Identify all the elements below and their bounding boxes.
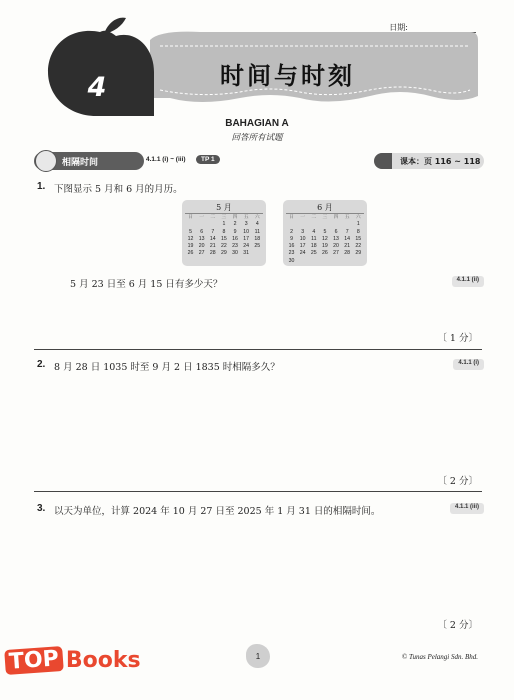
- calendar-day: 29: [221, 250, 227, 257]
- section-title: BAHAGIAN A: [225, 118, 289, 129]
- calendar-week-row: [286, 236, 364, 243]
- calendar-day: 1: [222, 221, 226, 228]
- calendar-weekday: 二: [210, 215, 216, 220]
- calendar-weekday: 四: [333, 215, 339, 220]
- standard-tag: 4.1.1 (i) ~ (iii): [146, 156, 186, 163]
- calendar-june-grid: [286, 213, 364, 265]
- calendar-weekday: 二: [311, 215, 317, 220]
- calendar-day: [331, 258, 342, 265]
- calendar-day: 23: [232, 243, 238, 250]
- calendar-day: 22: [221, 243, 227, 250]
- calendar-day: 5: [323, 228, 327, 235]
- calendar-day: 16: [288, 243, 295, 250]
- calendar-day: 23: [288, 250, 295, 257]
- calendar-day: 3: [301, 228, 305, 235]
- calendar-june: [283, 200, 367, 266]
- watermark-top: TOP: [4, 646, 63, 675]
- textbook-reference: 课本：页 116 ~ 118: [400, 157, 481, 166]
- calendar-day: 14: [209, 235, 216, 242]
- tp-badge: TP 1: [196, 155, 220, 164]
- calendar-week-row: [286, 258, 364, 265]
- calendar-day: 5: [189, 228, 192, 235]
- calendar-day: 21: [344, 243, 351, 250]
- calendar-day: 25: [254, 243, 261, 250]
- calendar-day: 18: [310, 243, 317, 250]
- calendar-day: 24: [299, 250, 306, 257]
- apple-leaf: [104, 18, 126, 34]
- calendar-week-row: [286, 243, 364, 250]
- calendar-day: 30: [232, 250, 238, 257]
- calendar-may: [182, 200, 266, 266]
- calendar-day: 13: [333, 235, 339, 242]
- calendar-day: 31: [243, 250, 250, 257]
- calendar-day: 9: [233, 228, 237, 235]
- calendar-day: 8: [222, 228, 226, 235]
- calendar-day: 24: [243, 243, 250, 250]
- calendar-day: 20: [333, 243, 339, 250]
- topic-bar: [34, 150, 484, 172]
- calendar-day: 28: [344, 250, 351, 257]
- date-label: 日期:: [389, 23, 408, 32]
- calendar-day: 3: [244, 221, 248, 228]
- calendar-day: 13: [198, 235, 205, 242]
- question-3-marks: 〔 2 分〕: [437, 620, 478, 631]
- calendar-day: [207, 221, 218, 228]
- calendar-week-row: [185, 229, 263, 236]
- calendar-day: 16: [232, 235, 238, 242]
- calendar-day: 11: [254, 228, 260, 235]
- divider: [34, 349, 482, 350]
- calendar-day: 20: [198, 243, 205, 250]
- calendar-day: 21: [209, 243, 216, 250]
- calendar-june-title: 6 月: [317, 203, 333, 212]
- calendar-day: 9: [290, 235, 293, 242]
- calendar-day: 22: [355, 243, 362, 250]
- calendar-week-row: [286, 229, 364, 236]
- calendar-day: 7: [345, 228, 349, 235]
- question-2-text: 8 月 28 日 1035 时至 9 月 2 日 1835 时相隔多久？: [54, 362, 280, 373]
- calendar-may-grid: [185, 213, 263, 258]
- calendar-weekday-row: [185, 214, 263, 221]
- chapter-title: 时间与时刻: [220, 62, 355, 90]
- calendar-day: [252, 250, 263, 257]
- calendar-weekday: 五: [344, 215, 350, 220]
- page-number: 1: [255, 652, 261, 661]
- calendar-day: 17: [243, 235, 250, 242]
- calendar-weekday: 三: [322, 215, 328, 220]
- calendar-day: [308, 221, 319, 228]
- question-3-number: 3.: [37, 503, 46, 514]
- calendar-day: 4: [255, 221, 259, 228]
- calendar-day: 6: [334, 228, 338, 235]
- calendar-day: 15: [221, 235, 227, 242]
- calendar-week-row: [185, 221, 263, 228]
- calendar-day: 26: [322, 250, 328, 257]
- calendar-weekday: 六: [355, 215, 361, 220]
- calendar-day: 29: [355, 250, 362, 257]
- calendar-weekday: 日: [289, 215, 294, 220]
- calendar-day: [196, 221, 207, 228]
- calendar-day: [297, 221, 308, 228]
- divider: [34, 491, 482, 492]
- calendar-day: 30: [288, 257, 295, 264]
- calendar-week-row: [286, 250, 364, 257]
- question-1-number: 1.: [37, 181, 46, 192]
- question-3-standard: 4.1.1 (iii): [450, 503, 484, 514]
- calendar-week-row: [286, 221, 364, 228]
- topic-label: 相隔时间: [62, 158, 99, 168]
- calendar-day: [308, 258, 319, 265]
- copyright: © Tunas Pelangi Sdn. Bhd.: [401, 653, 478, 661]
- calendar-weekday-row: [286, 214, 364, 221]
- calendar-day: 6: [200, 228, 204, 235]
- calendar-day: 25: [310, 250, 317, 257]
- question-1-text: 下图显示 5 月和 6 月的月历。: [54, 184, 183, 195]
- calendar-day: 15: [355, 235, 362, 242]
- watermark-books: Books: [65, 648, 141, 673]
- watermark-logo: [5, 648, 141, 673]
- calendar-week-row: [185, 236, 263, 243]
- calendar-day: 12: [322, 235, 328, 242]
- calendar-weekday: 一: [300, 215, 306, 220]
- calendar-weekday: 一: [199, 215, 205, 220]
- calendar-day: 1: [356, 221, 360, 228]
- calendar-day: 17: [299, 243, 306, 250]
- calendar-day: 11: [311, 235, 317, 242]
- question-1-subtext: 5 月 23 日至 6 月 15 日有多少天？: [70, 279, 223, 290]
- calendar-day: 7: [211, 228, 215, 235]
- calendar-day: 28: [209, 250, 216, 257]
- calendar-day: 26: [187, 250, 194, 257]
- calendar-day: 18: [254, 235, 261, 242]
- calendar-day: 2: [233, 221, 237, 228]
- question-2-standard: 4.1.1 (i): [453, 359, 484, 370]
- calendar-week-row: [185, 243, 263, 250]
- calendar-day: [342, 221, 353, 228]
- calendar-day: 4: [312, 228, 316, 235]
- calendar-day: 10: [299, 235, 306, 242]
- chapter-number: 4: [87, 72, 107, 103]
- calendar-day: 19: [187, 243, 194, 250]
- calendar-day: [331, 221, 342, 228]
- calendar-weekday: 日: [188, 215, 193, 220]
- textbook-pill: [374, 153, 484, 169]
- calendar-day: 8: [356, 228, 360, 235]
- calendar-day: [297, 258, 308, 265]
- leaf-icon: [35, 150, 57, 172]
- calendar-day: 14: [344, 235, 351, 242]
- calendar-weekday: 五: [243, 215, 249, 220]
- section-subtitle: 回答所有试题: [231, 133, 283, 143]
- question-1-standard: 4.1.1 (ii): [452, 276, 484, 287]
- calendar-weekday: 四: [232, 215, 238, 220]
- calendar-day: [286, 221, 297, 228]
- calendar-weekday: 六: [254, 215, 260, 220]
- calendar-day: [353, 258, 364, 265]
- calendar-day: 10: [243, 228, 250, 235]
- calendar-may-title: 5 月: [216, 203, 232, 212]
- calendar-weekday: 三: [221, 215, 227, 220]
- question-2-marks: 〔 2 分〕: [437, 476, 478, 487]
- question-1-marks: 〔 1 分〕: [437, 333, 478, 344]
- calendar-day: [319, 221, 330, 228]
- question-3-text: 以天为单位，计算 2024 年 10 月 27 日至 2025 年 1 月 31 日的相隔时间。: [54, 506, 381, 517]
- calendar-day: 2: [290, 228, 293, 235]
- calendar-week-row: [185, 250, 263, 257]
- calendar-day: 27: [333, 250, 339, 257]
- question-2-number: 2.: [37, 359, 46, 370]
- calendar-day: 19: [322, 243, 328, 250]
- book-icon: [374, 153, 392, 169]
- calendar-day: [342, 258, 353, 265]
- calendar-day: [185, 221, 196, 228]
- calendar-day: 27: [198, 250, 205, 257]
- calendar-day: 12: [187, 235, 194, 242]
- calendar-day: [319, 258, 330, 265]
